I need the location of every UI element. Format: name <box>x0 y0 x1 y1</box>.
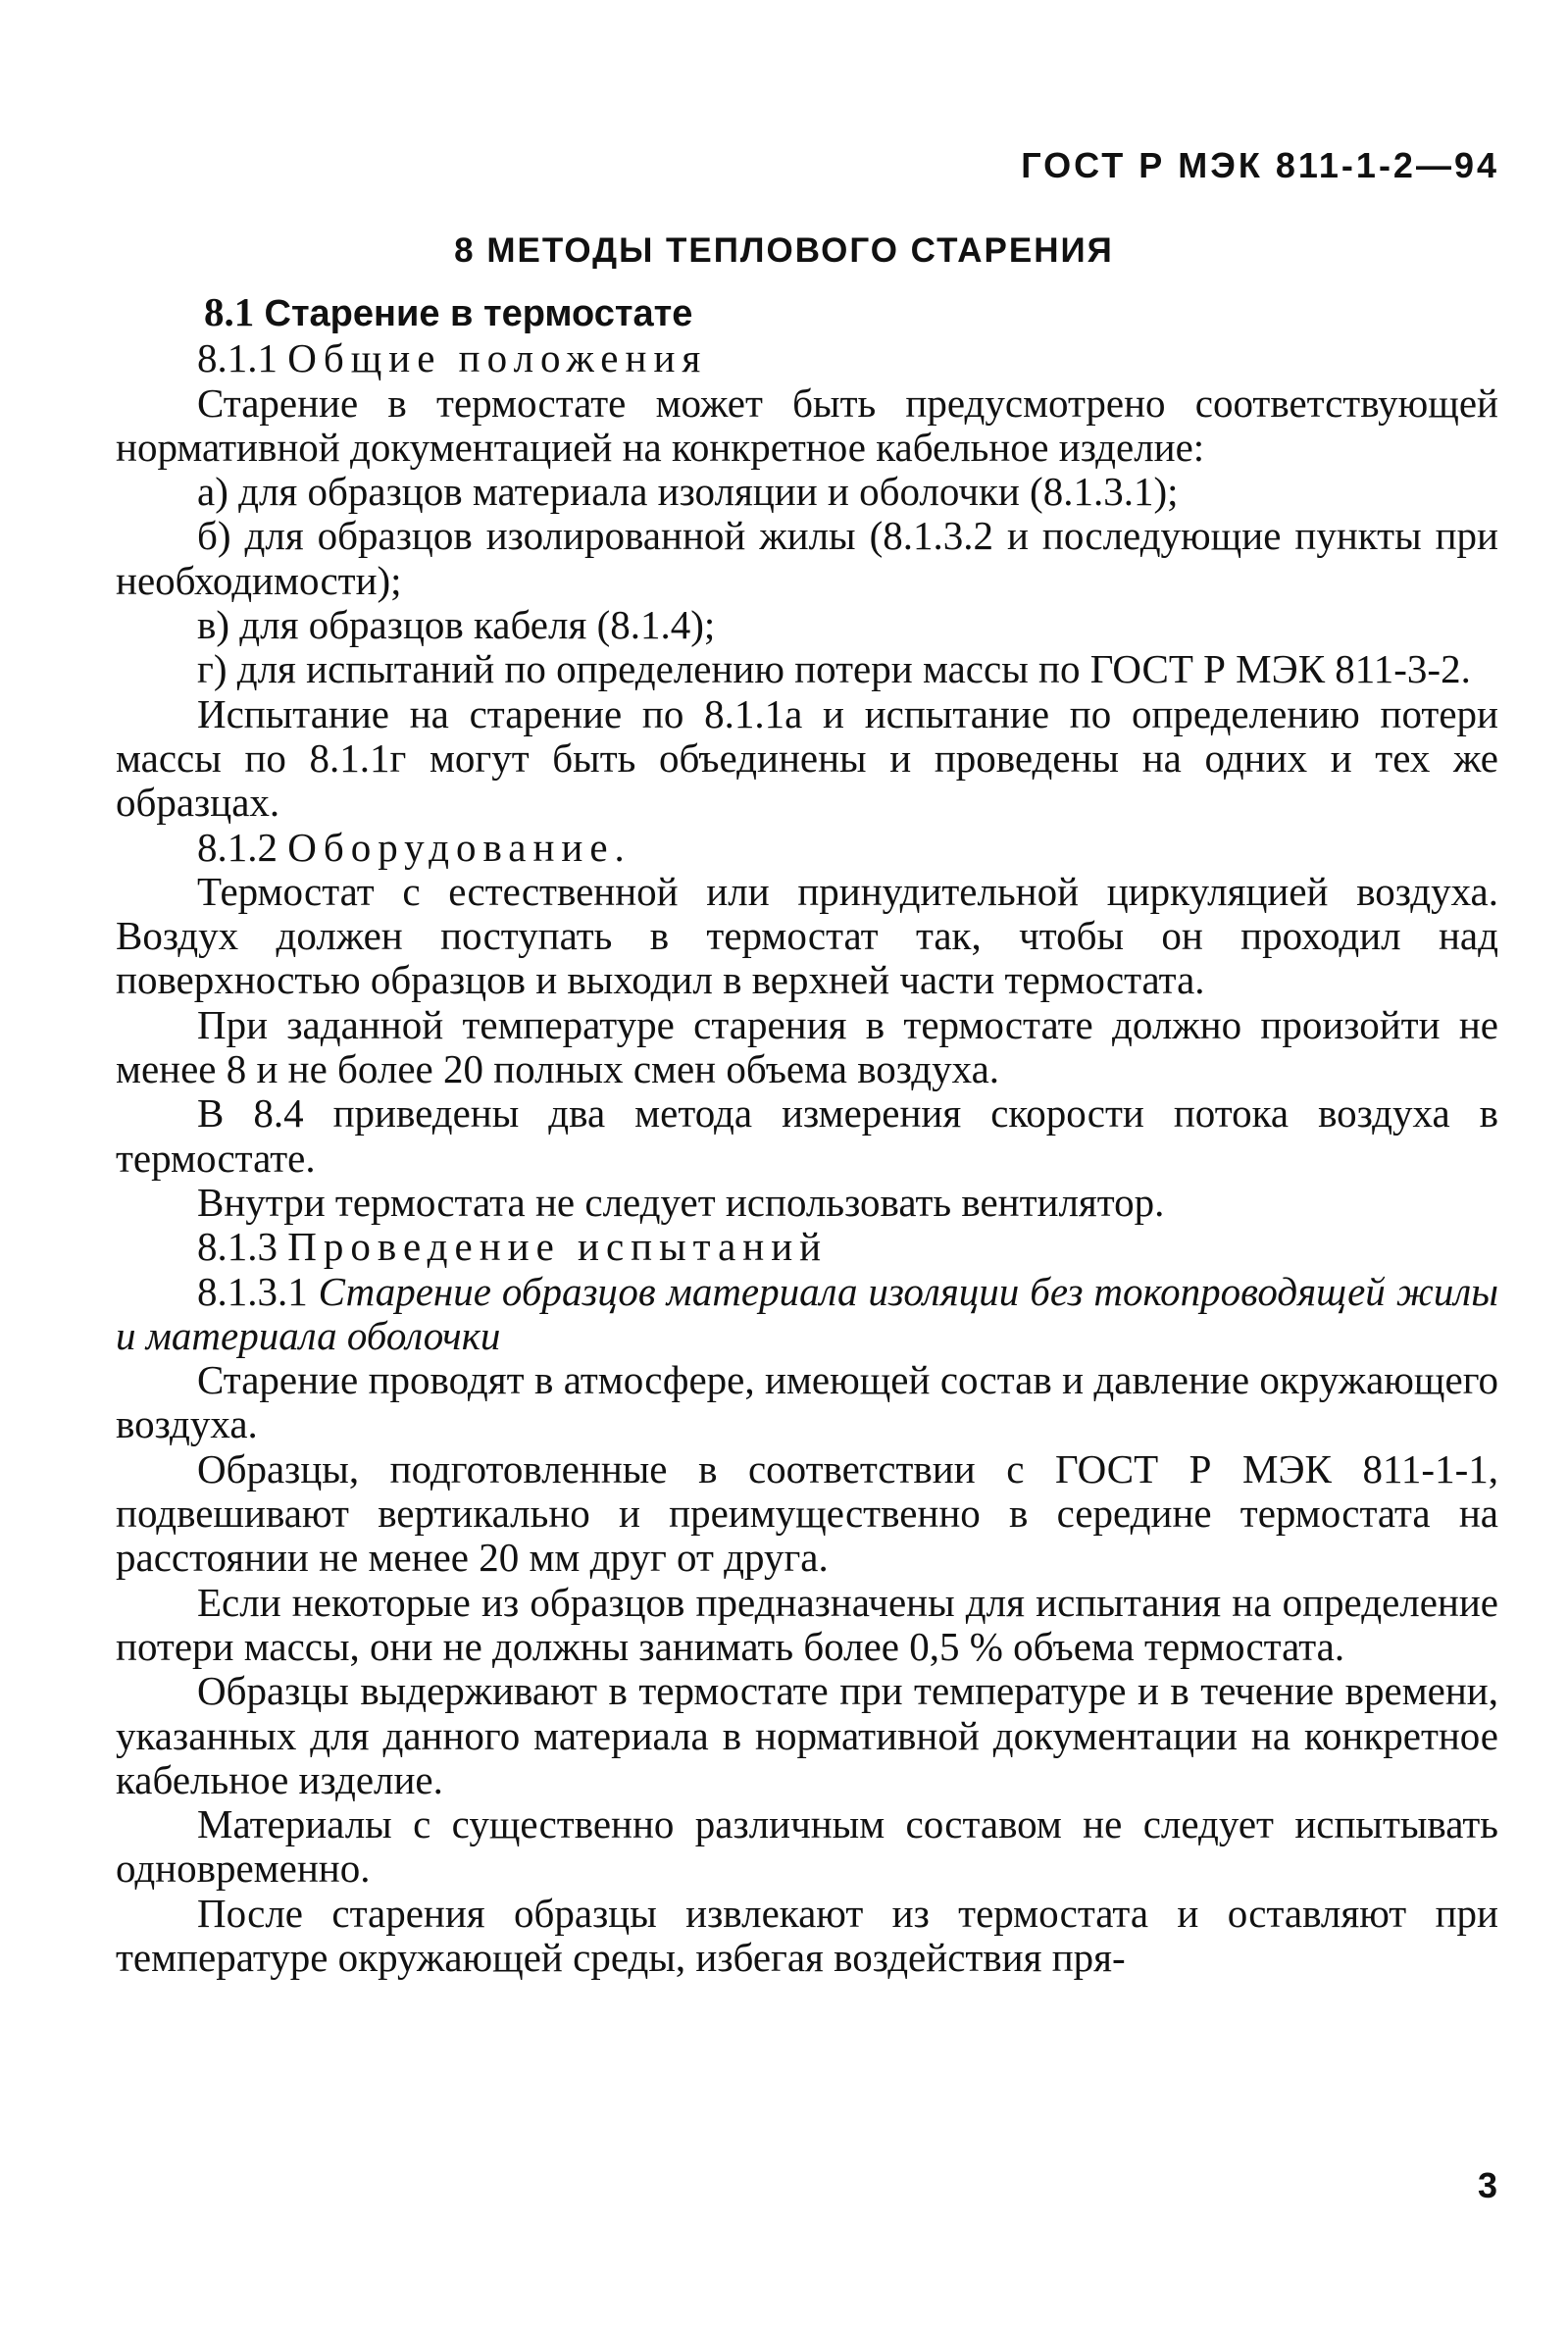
list-item: г) для испытаний по определению потери массы по ГОСТ Р МЭК 811-3-2. <box>197 646 1471 692</box>
list-item: в) для образцов кабеля (8.1.4); <box>197 602 716 648</box>
paragraph: Материалы с существенно различным составом не следует испытывать одновременно. <box>116 1801 1498 1892</box>
clause-number: 8.1.3 <box>197 1224 278 1270</box>
clause-title: Проведение испытаний <box>287 1224 829 1270</box>
standard-header: ГОСТ Р МЭК 811-1-2—94 <box>1021 145 1499 185</box>
paragraph: Внутри термостата не следует использовать вентилятор. <box>197 1179 1165 1225</box>
subsection-8-1-heading <box>116 290 1498 336</box>
clause-8-1-3-heading <box>116 1225 1498 1269</box>
page-content <box>116 290 1498 1980</box>
clause-number: 8.1.1 <box>197 335 278 381</box>
paragraph: После старения образцы извлекают из термостата и оставляют при температуре окружающей среды, избегая воздействия пря- <box>116 1890 1498 1980</box>
list-item: б) для образцов изолированной жилы (8.1.3.2 и последующие пункты при необходимости); <box>116 513 1498 603</box>
clause-8-1-1-heading <box>116 336 1498 380</box>
paragraph: Образцы выдерживают в термостате при температуре и в течение времени, указанных для данного материала в нормативной документации на конкретное кабельное изделие. <box>116 1668 1498 1802</box>
page-number: 3 <box>1477 2165 1497 2205</box>
clause-number: 8.1.3.1 <box>197 1268 308 1314</box>
clause-8-1-3-1-heading <box>116 1270 1498 1359</box>
clause-title: Старение образцов материала изоляции без токопроводящей жилы и материала оболочки <box>116 1268 1498 1358</box>
paragraph: Испытание на старение по 8.1.1а и испытание по определению потери массы по 8.1.1г могут быть объединены и проведены на одних и тех же образцах. <box>116 690 1498 826</box>
list-item: а) для образцов материала изоляции и оболочки (8.1.3.1); <box>197 469 1179 515</box>
subsection-number: 8.1 <box>204 289 255 334</box>
paragraph: Старение в термостате может быть предусмотрено соответствующей нормативной документацией на конкретное кабельное изделие: <box>116 379 1498 470</box>
clause-title: Общие положения <box>287 335 708 381</box>
clause-8-1-2-heading <box>116 826 1498 870</box>
subsection-title: Старение в термостате <box>264 293 693 334</box>
paragraph: Термостат с естественной или принудительной циркуляцией воздуха. Воздух должен поступать в термостат так, чтобы он проходил над поверхностью образцов и выходил в верхней части термостата. <box>116 868 1498 1003</box>
clause-title: Оборудование. <box>287 824 632 870</box>
paragraph: Образцы, подготовленные в соответствии с ГОСТ Р МЭК 811-1-1, подвешивают вертикально и преимущественно в середине термостата на расстоянии не менее 20 мм друг от друга. <box>116 1445 1498 1581</box>
paragraph: Старение проводят в атмосфере, имеющей состав и давление окружающего воздуха. <box>116 1357 1498 1447</box>
paragraph: При заданной температуре старения в термостате должно произойти не менее 8 и не более 20 полных смен объема воздуха. <box>116 1001 1498 1092</box>
paragraph: В 8.4 приведены два метода измерения скорости потока воздуха в термостате. <box>116 1090 1498 1181</box>
section-title: 8 МЕТОДЫ ТЕПЛОВОГО СТАРЕНИЯ <box>454 231 1114 270</box>
clause-number: 8.1.2 <box>197 824 278 870</box>
paragraph: Если некоторые из образцов предназначены для испытания на определение потери массы, они не должны занимать более 0,5 % объема термостата. <box>116 1579 1498 1669</box>
